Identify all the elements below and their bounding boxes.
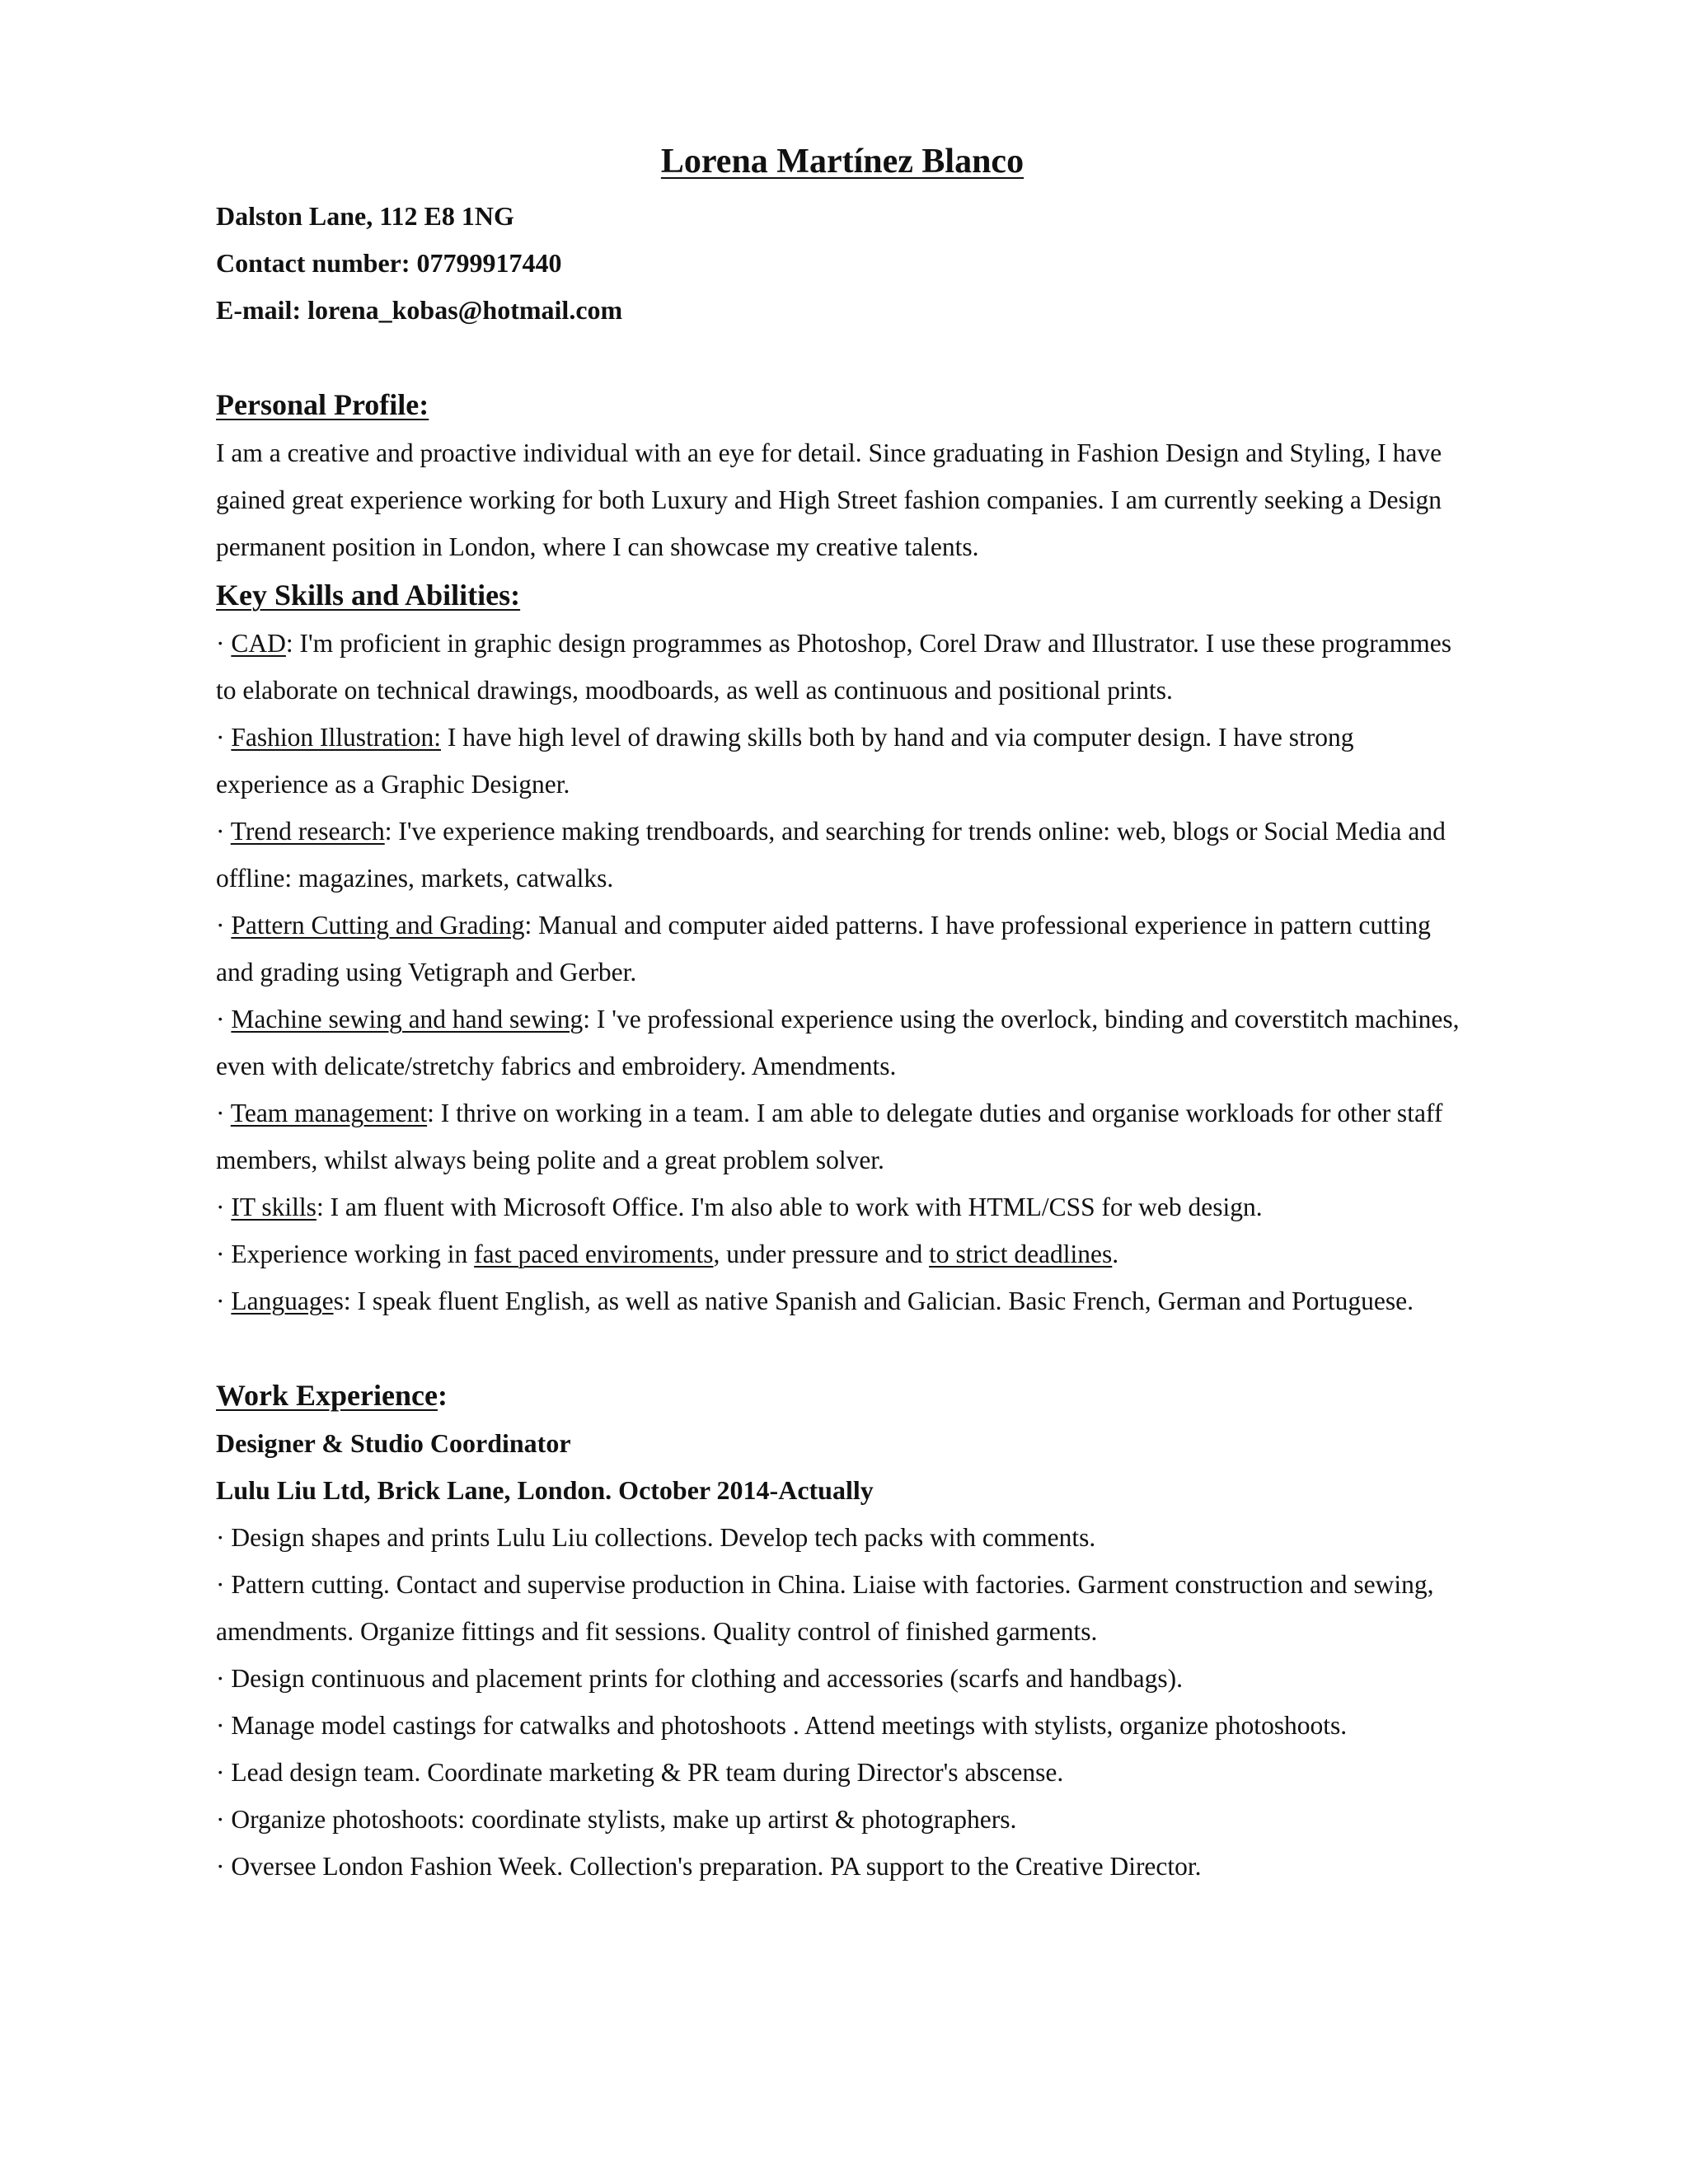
duties-list	[216, 1514, 1469, 1890]
skill-name: Language	[231, 1286, 334, 1315]
bullet-marker: ·	[216, 817, 231, 846]
phone-line: Contact number: 07799917440	[216, 248, 562, 278]
work-heading-text: Work Experience	[216, 1379, 438, 1412]
skill-description: : I 've professional experience using the overlock, binding and coverstitch machines, even with delicate/stretchy fabrics and embroidery. Amendments.	[216, 1005, 1460, 1080]
skill-name: Machine sewing and hand sewing	[231, 1005, 584, 1033]
section-heading-work	[216, 1371, 1469, 1420]
skill-item	[216, 620, 1469, 714]
address-line: Dalston Lane, 112 E8 1NG	[216, 201, 514, 231]
skill-item	[216, 902, 1469, 996]
duty-item: · Pattern cutting. Contact and supervise production in China. Liaise with factories. Garment construction and sewing, amendments. Organize fittings and fit sessions. Quality control of finished garments.	[216, 1570, 1434, 1646]
candidate-name-text: Lorena Martínez Blanco	[660, 143, 1025, 180]
skill-item	[216, 996, 1469, 1090]
skill-name: IT skills	[231, 1193, 316, 1221]
job-place: Lulu Liu Ltd, Brick Lane, London. October 2014-Actually	[216, 1475, 874, 1505]
skill-description: I have high level of drawing skills both by hand and via computer design. I have strong experience as a Graphic Designer.	[216, 723, 1354, 799]
bullet-marker: ·	[216, 629, 232, 658]
duty-item: · Manage model castings for catwalks and photoshoots . Attend meetings with stylists, organize photoshoots.	[216, 1711, 1348, 1740]
skill-description: : I'm proficient in graphic design programmes as Photoshop, Corel Draw and Illustrator. I use these programmes to elaborate on technical drawings, moodboards, as well as continuous and positional prints.	[216, 629, 1451, 705]
skill-name: Pattern Cutting and Grading	[231, 911, 525, 940]
skill-item	[216, 1183, 1469, 1230]
skills-list	[216, 620, 1469, 1324]
profile-heading-text: Personal Profile:	[216, 388, 429, 421]
spacer	[216, 1324, 1469, 1371]
bullet-marker: ·	[216, 1193, 232, 1221]
skill-item-experience	[216, 1230, 1469, 1277]
skill-description: : Manual and computer aided patterns. I have professional experience in pattern cutting and grading using Vetigraph and Gerber.	[216, 911, 1431, 987]
skill-text: · Experience working in	[216, 1240, 475, 1268]
skill-text: .	[1112, 1240, 1119, 1268]
skill-item	[216, 1090, 1469, 1183]
bullet-marker: ·	[216, 1005, 232, 1033]
skill-description: : I am fluent with Microsoft Office. I'm also able to work with HTML/CSS for web design.	[316, 1193, 1263, 1221]
duty-item: · Design shapes and prints Lulu Liu collections. Develop tech packs with comments.	[216, 1523, 1096, 1552]
duty-item: · Design continuous and placement prints for clothing and accessories (scarfs and handbags).	[216, 1664, 1184, 1693]
bullet-marker: ·	[216, 1099, 231, 1127]
bullet-marker: ·	[216, 911, 232, 940]
bullet-marker: ·	[216, 1286, 232, 1315]
work-heading-suffix: :	[437, 1379, 448, 1412]
candidate-name	[216, 138, 1469, 185]
resume-content	[216, 138, 1469, 1890]
job-title: Designer & Studio Coordinator	[216, 1428, 571, 1458]
skill-name: Trend research	[230, 817, 385, 846]
skill-description: : I thrive on working in a team. I am able to delegate duties and organise workloads for other staff members, whilst always being polite and a great problem solver.	[216, 1099, 1443, 1174]
skill-description: : I've experience making trendboards, and searching for trends online: web, blogs or Social Media and offline: magazines, markets, catwalks.	[216, 817, 1446, 893]
skill-name: CAD	[231, 629, 286, 658]
skills-heading-text: Key Skills and Abilities:	[216, 579, 521, 612]
skill-description: s: I speak fluent English, as well as native Spanish and Galician. Basic French, German and Portuguese.	[333, 1286, 1414, 1315]
duty-item: · Oversee London Fashion Week. Collection's preparation. PA support to the Creative Director.	[216, 1852, 1202, 1881]
section-heading-skills	[216, 570, 1469, 620]
skill-item-languages	[216, 1277, 1469, 1324]
skill-text: , under pressure and	[713, 1240, 930, 1268]
profile-text: I am a creative and proactive individual with an eye for detail. Since graduating in Fashion Design and Styling, I have gained great experience working for both Luxury and High Street fashion companies. I am currently seeking a Design permanent position in London, where I can showcase my creative talents.	[216, 438, 1442, 561]
skill-item	[216, 714, 1469, 808]
duty-item: · Organize photoshoots: coordinate stylists, make up artirst & photographers.	[216, 1805, 1017, 1834]
section-heading-profile	[216, 380, 1469, 429]
email-line: E-mail: lorena_kobas@hotmail.com	[216, 295, 623, 325]
skill-item	[216, 808, 1469, 902]
skill-name: to strict deadlines	[929, 1240, 1113, 1268]
duty-item: · Lead design team. Coordinate marketing & PR team during Director's abscense.	[216, 1758, 1064, 1787]
skill-name: fast paced enviroments	[474, 1240, 714, 1268]
skill-name: Team management	[230, 1099, 428, 1127]
bullet-marker: ·	[216, 723, 232, 752]
skill-name: Fashion Illustration:	[231, 723, 441, 752]
spacer	[216, 334, 1469, 380]
